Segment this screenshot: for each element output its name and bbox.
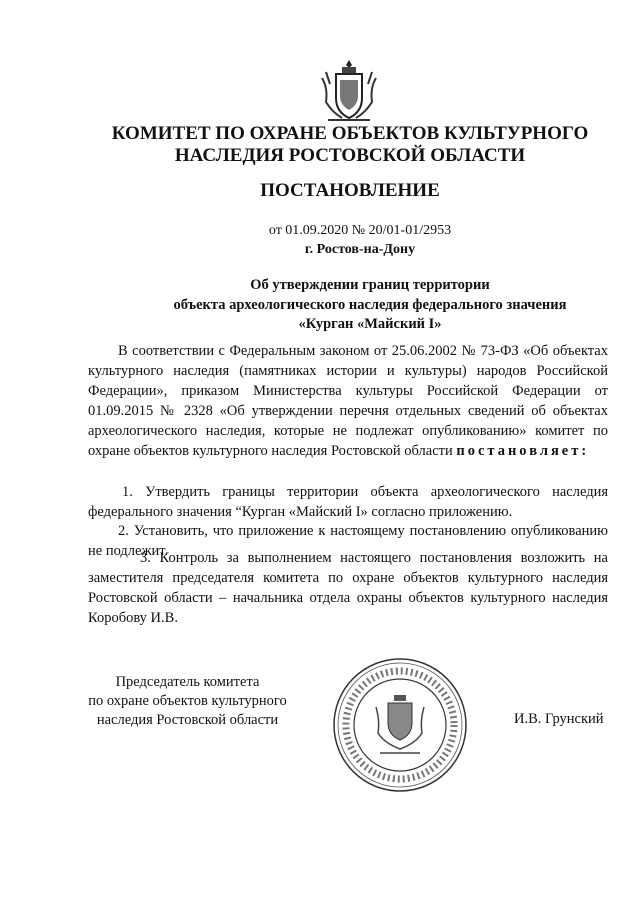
item-1-paragraph: 1. Утвердить границы территории объекта археологического наследия федерального значения “Курган «Майский I» согласно приложению. (88, 484, 608, 520)
signatory-name: И.В. Грунский (514, 711, 604, 727)
document-title-line3: «Курган «Майский I» (298, 316, 442, 332)
intro-paragraph (88, 341, 608, 461)
coat-of-arms-emblem (318, 58, 380, 126)
document-title-line2: объекта археологического наследия федерального значения (173, 297, 567, 313)
document-date-number: от 01.09.2020 № 20/01-01/2953 (268, 223, 452, 238)
signatory-position-line3: наследия Ростовской области (96, 712, 279, 728)
intro-text: В соответствии с Федеральным законом от 25.06.2002 № 73-ФЗ «Об объектах культурного наследия (памятниках истории и культуры) народов Российской Федерации», приказом Министерства культуры Российской Федерации от 01.09.2015 № 2328 «Об утверждении перечня отдельных сведений об объектах археологического наследия, которые не подлежат опубликованию» комитет по охране объектов культурного наследия Ростовской области (88, 343, 608, 459)
document-type-heading: ПОСТАНОВЛЕНИЕ (260, 180, 440, 201)
document-city: г. Ростов-на-Дону (304, 242, 416, 257)
official-seal-stamp (330, 655, 470, 795)
organization-name-line1: КОМИТЕТ ПО ОХРАНЕ ОБЪЕКТОВ КУЛЬТУРНОГО (111, 123, 589, 144)
signatory-position-line1: Председатель комитета (115, 674, 260, 690)
item-2-paragraph: 2. Установить, что приложение к настоящему постановлению опубликованию не подлежит. (88, 523, 608, 559)
organization-name-line2: НАСЛЕДИЯ РОСТОВСКОЙ ОБЛАСТИ (174, 145, 526, 166)
item-3-paragraph: 3. Контроль за выполнением настоящего постановления возложить на заместителя председателя комитета по охране объектов культурного наследия Ростовской области – начальника отдела охраны объектов культурного наследия Коробову И.В. (88, 550, 608, 626)
signatory-position (80, 673, 295, 730)
signatory-position-line2: по охране объектов культурного (88, 693, 287, 709)
document-title-line1: Об утверждении границ территории (250, 277, 490, 293)
resolves-word: постановляет: (456, 443, 590, 459)
